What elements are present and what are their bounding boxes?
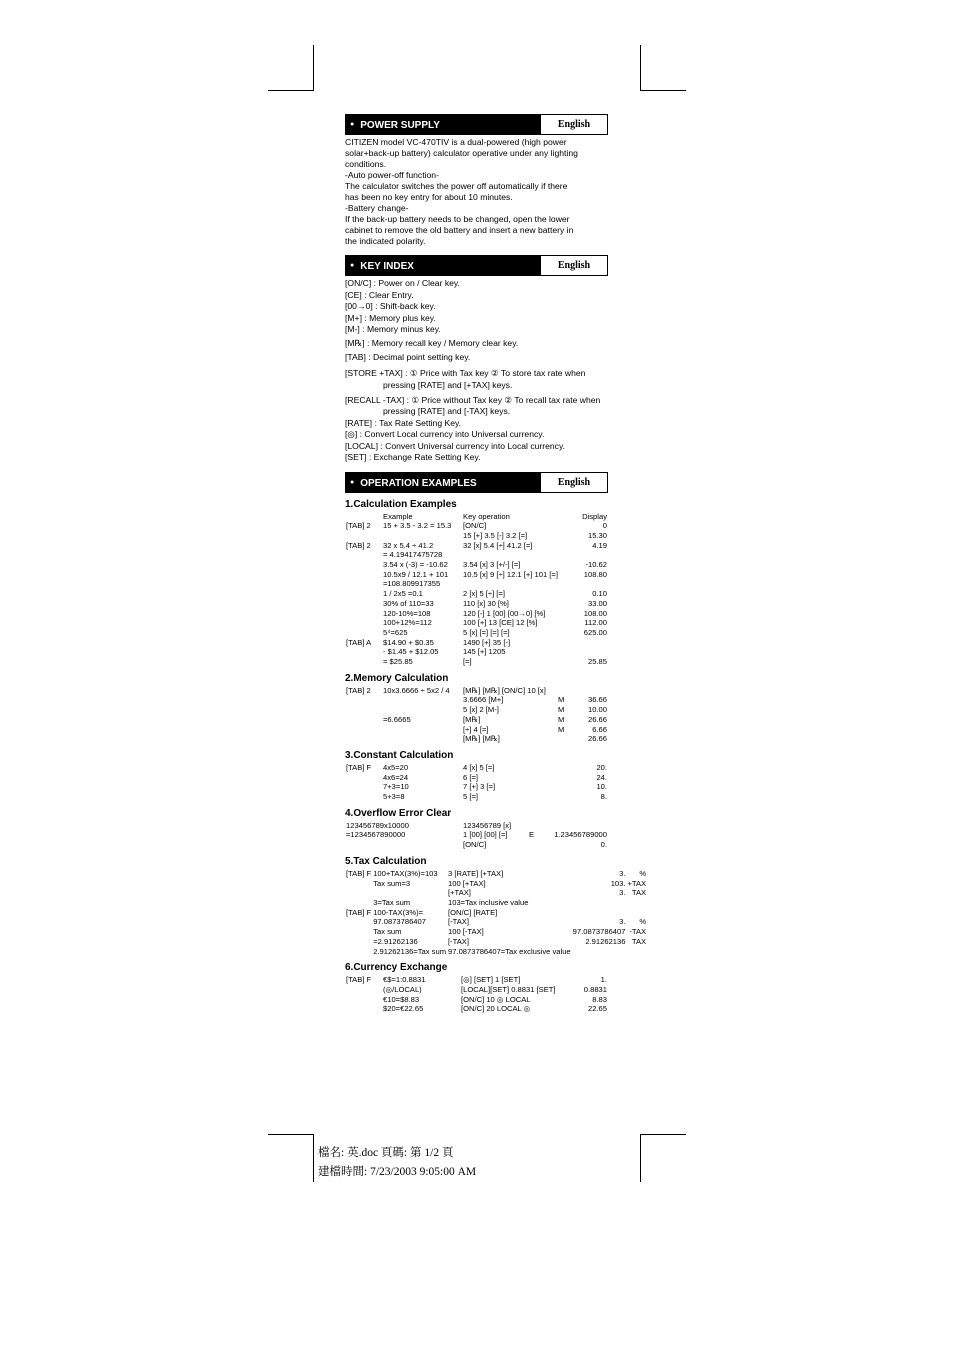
key-line: [RATE] : Tax Rate Setting Key. [345,417,462,428]
table-cell: 2 [x] 5 [÷] [=] [463,589,505,599]
table-cell: 8. [600,792,607,802]
table-cell [546,821,608,831]
table-cell: 26.66 [587,734,607,744]
table-cell: 1490 [+] 35 [-] [463,637,511,647]
subheading-tax: 5.Tax Calculation [345,855,427,867]
table-row [345,937,647,947]
table-cell [345,725,382,735]
table-cell: % [639,868,647,878]
table-cell: [ON/C] [RATE] [448,907,498,917]
table-cell: $14.90 + $0.35 [383,637,434,647]
table-cell: 0. [600,840,607,850]
table-cell: E [529,830,535,840]
table-cell: [TAB] 2 [346,521,371,531]
key-line: [M+] : Memory plus key. [345,312,436,323]
table-cell: 4x6=24 [383,772,409,782]
table-row [345,888,647,898]
table-cell: 3. [619,917,626,927]
table-cell: [-TAX] [448,917,469,927]
table-cell: M [558,714,565,724]
table-cell [345,599,382,609]
key-line: [RECALL -TAX] : ① Price without Tax key ② To recall tax rate when [345,394,601,405]
table-header-row [345,512,608,522]
table-cell [382,695,462,705]
table-cell: [TAB] 2 [346,685,371,695]
text-line: If the back-up battery needs to be changed, open the lower [345,214,570,224]
table-cell [345,937,372,947]
subheading-constant: 3.Constant Calculation [345,749,454,761]
table-cell: 120 [-] 1 [00] [00→0] [%] [463,608,546,618]
text-line: CITIZEN model VC-470TIV is a dual-powered (high power [345,137,567,147]
table-cell: [ON/C] [463,840,487,850]
table-cell [345,715,382,725]
table-row [345,550,608,560]
table-cell: [-TAX] [448,936,469,946]
subheading-currency: 6.Currency Exchange [345,962,448,974]
text-line: The calculator switches the power off automatically if there [345,181,568,191]
table-cell [345,609,382,619]
crop-mark [313,1134,314,1182]
table-cell: [M℞] [M℞] [463,734,500,744]
table-cell: 120-10%=108 [383,608,431,618]
table-cell: =1234567890000 [346,830,406,840]
table-cell: 103=Tax inclusive value [448,898,529,907]
table-cell [345,628,382,638]
text-line: the indicated polarity. [345,236,426,246]
table-row [345,917,647,927]
table-cell [372,888,447,898]
table-cell [626,947,647,957]
text-line: has been no key entry for about 10 minutes. [345,192,513,202]
table-cell [345,840,462,850]
table-cell: 4.19 [592,540,607,550]
table-cell: [M℞] [M℞] [ON/C] 10 [x] [463,685,546,695]
table-cell: = $25.85 [383,657,413,667]
table-cell [345,792,382,802]
table-cell: [+TAX] [448,888,471,898]
crop-mark [640,1134,641,1182]
text-line: conditions. [345,159,387,169]
table-cell: % [639,917,647,927]
table-cell [345,647,382,657]
table-cell: 100 [-TAX] [448,927,484,937]
table-row [345,975,608,985]
table-cell: 10. [596,782,607,792]
table-cell: 103. [610,878,626,888]
table-cell: 3. [619,868,626,878]
table-row [345,821,608,831]
key-line: [M℞] : Memory recall key / Memory clear key. [345,338,519,348]
table-row [345,647,608,657]
table-cell: 15 + 3.5 - 3.2 = 15.3 [383,521,452,531]
table-cell: 3.54 x (-3) = -10.62 [383,560,448,570]
table-cell: [ON/C] [463,521,487,531]
table-cell [572,550,608,560]
table-row [345,686,608,696]
bullet-icon: ● [350,262,355,269]
table-cell: €10=$8.83 [383,994,420,1004]
table-cell [557,734,572,744]
table-cell: [LOCAL][SET] 0.8831 [SET] [461,984,556,994]
column-header: Example [383,511,413,521]
table-cell: [TAB] F [346,907,372,917]
table-cell: 100-TAX(3%)= [373,907,424,917]
table-cell [345,579,382,589]
manual-page [345,114,647,1014]
section-title: OPERATION EXAMPLES [360,477,477,489]
subheading-overflow: 4.Overflow Error Clear [345,807,452,819]
table-cell: 625.00 [583,627,607,637]
table-cell [572,908,627,918]
table-cell: 123456789x10000 [346,820,409,830]
section-title: KEY INDEX [360,261,414,272]
table-row [345,579,608,589]
table-row [345,521,608,531]
table-cell: 5 [=] [463,792,478,802]
table-cell: 30% of 110=33 [383,598,434,608]
table-cell: 2.91262136 [585,936,626,946]
column-header: Display [582,511,607,521]
column-header: Key operation [463,511,510,521]
key-line: [STORE +TAX] : ① Price with Tax key ② To store tax rate when [345,368,586,378]
table-cell [626,898,647,908]
text-line: -Auto power-off function- [345,170,439,180]
table-cell: 123456789 [x] [463,820,512,830]
table-cell [345,985,382,995]
table-cell: 1 / 2x5 =0.1 [383,589,423,599]
table-cell: 3 [RATE] [+TAX] [448,868,504,878]
section-header-key-index [345,255,608,276]
table-cell [528,821,546,831]
table-row [345,898,647,908]
table-cell: Tax sum [373,927,402,937]
crop-mark [313,45,314,91]
key-line: [TAB] : Decimal point setting key. [345,352,471,362]
table-cell [572,898,627,908]
footer-filename: 檔名: 英.doc 頁碼: 第 1/2 頁 [318,1147,454,1159]
table-cell: 10x3.6666 ÷ 5x2 / 4 [383,685,450,695]
key-line: [M-] : Memory minus key. [345,324,441,334]
table-row [345,560,608,570]
table-cell: 10.5 [x] 9 [÷] 12.1 [+] 101 [=] [463,569,558,579]
table-cell: [◎] [SET] 1 [SET] [461,975,521,985]
table-cell: 6.66 [592,724,607,734]
table-cell [572,686,608,696]
table-row [345,792,608,802]
key-line: pressing [RATE] and [+TAX] keys. [383,379,513,390]
key-line: [◎] : Convert Local currency into Universal currency. [345,429,545,439]
table-cell [572,647,608,657]
crop-mark [640,1134,686,1135]
table-cell: 3.6666 [M+] [463,695,504,705]
table-cell [345,898,372,908]
table-cell: [M℞] [463,714,481,724]
table-cell: - $1.45 + $12.05 [383,647,439,657]
table-cell [345,773,382,783]
bullet-icon: ● [350,478,355,486]
key-line: pressing [RATE] and [-TAX] keys. [383,406,511,416]
table-cell: 3. [619,888,626,898]
table-cell: 5+3=8 [383,792,405,802]
table-cell [626,908,647,918]
table-cell: 20. [596,762,607,772]
overflow-table [345,821,608,850]
table-cell [462,550,572,560]
constant-table [345,763,608,802]
table-cell [382,734,462,744]
footer-timestamp: 建檔時間: 7/23/2003 9:05:00 AM [318,1166,477,1178]
table-cell: 5⁴=625 [383,627,408,637]
table-cell: = 4.19417475728 [383,550,443,560]
table-cell [345,927,372,937]
table-cell: 33.00 [587,598,607,608]
subheading-memory: 2.Memory Calculation [345,672,449,684]
table-cell [345,734,382,744]
table-cell [345,947,372,957]
table-cell [345,888,372,898]
table-cell [528,840,546,850]
table-cell: 36.66 [587,695,607,705]
table-cell: 15 [+] 3.5 [-] 3.2 [=] [463,530,528,540]
table-cell: 1 [00] [00] [=] [463,830,508,840]
table-cell: M [558,695,565,705]
section-title: POWER SUPPLY [360,120,440,131]
table-cell [572,947,627,957]
table-cell: 0 [602,521,607,531]
table-cell: 5 [x] 2 [M-] [463,705,499,715]
table-cell [345,618,382,628]
table-cell: 112.00 [584,618,607,628]
table-cell [345,531,382,541]
table-cell [462,579,572,589]
table-cell: 8.83 [592,994,607,1004]
table-cell: =6.6665 [383,714,411,724]
table-cell: [TAB] A [346,637,372,647]
table-cell [382,725,462,735]
key-line: [CE] : Clear Entry. [345,289,414,300]
table-cell [572,579,608,589]
table-cell [345,695,382,705]
table-cell [382,531,462,541]
table-cell: =108.809917355 [383,579,441,589]
table-row [345,531,608,541]
table-row [345,599,608,609]
table-row [345,908,647,918]
table-cell: 1.23456789000 [554,830,607,840]
table-cell: M [558,724,565,734]
table-cell [345,1004,382,1014]
table-cell: -10.62 [585,560,607,570]
table-cell: [TAB] F [346,762,372,772]
table-cell: -TAX [629,927,647,937]
table-cell: 4 [x] 5 [=] [463,762,495,772]
section-header-operation-examples [345,472,608,493]
table-cell [345,705,382,715]
table-cell [345,550,382,560]
table-cell: 1. [600,975,607,985]
table-row [345,985,608,995]
table-row [345,705,608,715]
table-cell: =2.91262136 [373,936,418,946]
bullet-icon: ● [350,121,355,128]
table-cell [345,782,382,792]
table-cell: 7 [+] 3 [=] [463,782,496,792]
table-cell [345,589,382,599]
table-row [345,618,608,628]
table-cell: [TAB] 2 [346,540,371,550]
table-row [345,1004,608,1014]
table-cell: [ON/C] 20 LOCAL ◎ [461,1004,531,1014]
key-index-list [345,278,608,463]
table-cell: 7+3=10 [383,782,409,792]
currency-table [345,975,608,1014]
key-line: [SET] : Exchange Rate Setting Key. [345,452,481,462]
table-row [345,657,608,667]
table-cell: 108.00 [583,608,607,618]
table-cell: [TAB] F [346,868,372,878]
power-supply-text [345,137,608,247]
calculation-table [345,512,608,667]
crop-mark [640,45,641,91]
table-cell [572,638,608,648]
table-cell [345,917,372,927]
table-cell: 100 [+] 13 [CE] 12 [%] [463,618,538,628]
table-row [345,695,608,705]
table-row [345,773,608,783]
table-cell: 32 x 5.4 ÷ 41.2 [383,540,434,550]
text-line: -Battery change- [345,203,409,213]
table-row [345,715,608,725]
table-row [345,570,608,580]
table-row [345,628,608,638]
table-cell: 100+TAX(3%)=103 [373,868,438,878]
table-cell: [TAB] F [346,975,372,985]
table-row [345,725,608,735]
table-cell: 0.8831 [583,984,607,994]
table-cell: Tax sum=3 [373,878,411,888]
table-cell: [÷] 4 [=] [463,724,489,734]
crop-mark [640,90,686,91]
table-cell: 15.30 [587,530,607,540]
table-cell: 2.91262136=Tax sum [373,946,447,956]
crop-mark [268,90,314,91]
table-cell [557,686,572,696]
table-cell: M [558,705,565,715]
table-row [345,609,608,619]
table-row [345,840,608,850]
table-cell: 26.66 [587,714,607,724]
table-cell: [ON/C] 10 ◎ LOCAL [461,994,531,1004]
table-cell: 110 [x] 30 [%] [463,598,509,608]
table-row [345,947,647,957]
table-cell: (◎/LOCAL) [383,984,422,994]
table-row [345,638,608,648]
language-label: English [541,115,607,134]
key-line: [ON/C] : Power on / Clear key. [345,278,460,288]
table-cell: 3.54 [x] 3 [+/-] [=] [463,560,521,570]
table-row [345,782,608,792]
crop-mark [268,1134,314,1135]
table-row [345,869,647,879]
table-row [345,879,647,889]
table-cell: 22.65 [587,1004,607,1014]
table-cell: 108.80 [583,569,607,579]
table-cell: 10.5x9 / 12.1 + 101 [383,569,449,579]
table-cell: $20=€22.65 [383,1004,424,1014]
subheading-calculation: 1.Calculation Examples [345,498,457,510]
table-row [345,589,608,599]
text-line: solar+back-up battery) calculator operative under any lighting [345,148,578,158]
table-cell: 3=Tax sum [373,898,411,907]
table-cell: 100+12%=112 [383,618,432,628]
table-cell: 4x5=20 [383,762,409,772]
memory-table [345,686,608,744]
table-cell [382,705,462,715]
table-cell [345,879,372,889]
table-cell: TAX [631,888,647,898]
key-line: [00→0] : Shift-back key. [345,301,436,311]
table-cell: 100 [+TAX] [448,878,486,888]
table-row [345,830,608,840]
table-row [345,995,608,1005]
language-label: English [541,256,607,275]
table-cell: 5 [x] [=] [=] [=] [463,627,510,637]
table-cell: 25.85 [587,657,607,667]
table-cell [345,657,382,667]
table-cell: +TAX [627,878,647,888]
table-cell: 145 [+] 1205 [463,647,506,657]
table-cell: 6 [=] [463,772,478,782]
table-cell [345,995,382,1005]
table-cell: TAX [631,936,647,946]
language-label: English [541,473,607,492]
table-cell: 97.0873786407=Tax exclusive value [448,946,571,956]
table-cell: 97.0873786407 [572,927,626,937]
table-cell [345,560,382,570]
table-cell: [=] [463,657,472,667]
text-line: cabinet to remove the old battery and insert a new battery in [345,225,574,235]
table-cell: €$=1:0.8831 [383,975,426,985]
table-row [345,734,608,744]
section-header-power-supply [345,114,608,135]
table-row [345,927,647,937]
key-line: [LOCAL] : Convert Universal currency into Local currency. [345,440,566,451]
table-cell: 97.0873786407 [373,917,426,927]
table-cell: 0.10 [592,589,607,599]
table-cell [345,570,382,580]
table-cell: 24. [596,772,607,782]
table-cell: 10.00 [587,705,607,715]
table-row [345,541,608,551]
tax-table [345,869,647,956]
table-row [345,763,608,773]
table-cell: 32 [x] 5.4 [÷] 41.2 [=] [463,540,533,550]
